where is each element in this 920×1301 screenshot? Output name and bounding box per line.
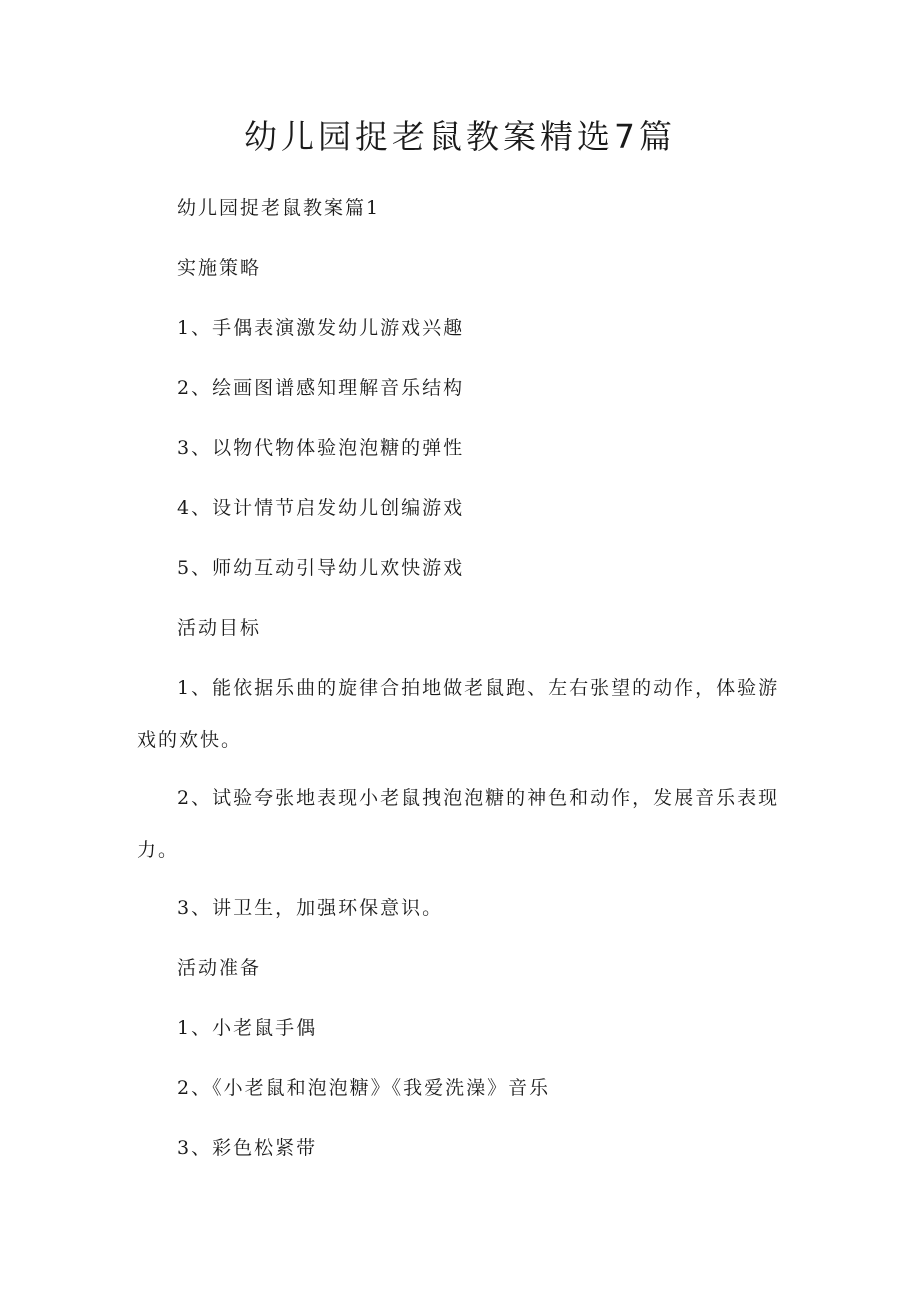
strategy-item: 2、绘画图谱感知理解音乐结构 (177, 377, 465, 399)
goals-heading: 活动目标 (177, 617, 262, 639)
strategy-item: 5、师幼互动引导幼儿欢快游戏 (177, 557, 465, 579)
preparation-item: 2、《小老鼠和泡泡糖》《我爱洗澡》音乐 (177, 1077, 551, 1099)
strategy-heading: 实施策略 (177, 257, 262, 279)
strategy-item: 1、手偶表演激发幼儿游戏兴趣 (177, 317, 465, 339)
strategy-item: 4、设计情节启发幼儿创编游戏 (177, 497, 465, 519)
preparation-heading: 活动准备 (177, 957, 262, 979)
goal-item: 1、能依据乐曲的旋律合拍地做老鼠跑、左右张望的动作，体验游戏的欢快。 (137, 677, 780, 751)
preparation-item: 3、彩色松紧带 (177, 1137, 318, 1159)
section-heading: 幼儿园捉老鼠教案篇1 (177, 197, 381, 219)
strategy-item: 3、以物代物体验泡泡糖的弹性 (177, 437, 465, 459)
goal-item: 2、试验夸张地表现小老鼠拽泡泡糖的神色和动作，发展音乐表现力。 (137, 787, 780, 861)
goal-item: 3、讲卫生，加强环保意识。 (177, 897, 444, 919)
preparation-item: 1、小老鼠手偶 (177, 1017, 318, 1039)
document-title: 幼儿园捉老鼠教案精选7篇 (244, 117, 676, 156)
